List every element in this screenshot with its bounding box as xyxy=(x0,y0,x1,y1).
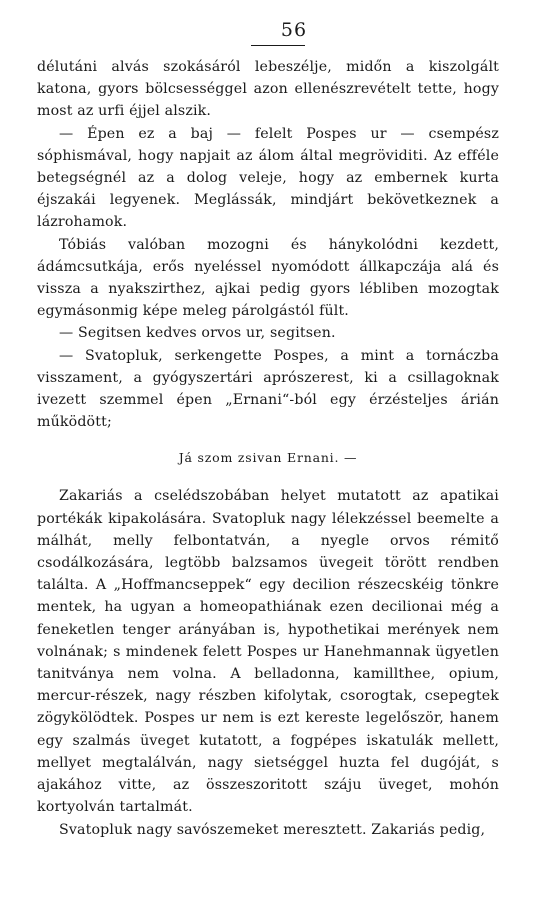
paragraph-6: Zakariás a cselédszobában helyet mutatott az apatikai portékák kipakolására. Svatopluk nagy lélekzéssel beemelte a málhát, melly felbontatván, a nyegle orvos rémitő csodálkozására, legtöbb balzsamos üvegeit törött rendben találta. A „Hoffmancseppek“ egy decilion részecskéig tönkre mentek, ha ugyan a homeopathiának ezen decilionai még a feneketlen tenger arányában is, hypothetikai merények nem volnának; s mindenek felett Pospes ur Hanehmannak ügyetlen tanitványa nem volna. A belladonna, kamillthee, opium, mercur-részek, nagy részben kifolytak, csorogtak, csepegtek zögykölödtek. Pospes ur nem is ezt kereste legelőször, hanem egy szalmás üveget kutatott, a fogpépes iskatulák mellett, mellyet megtalálván, nagy sietséggel huzta fel dugóját, s ajakához vitte, az összeszoritott száju üveget, mohón kortyolván tartalmát. xyxy=(37,488,499,816)
paragraph-1: délutáni alvás szokásáról lebeszélje, midőn a kiszolgált katona, gyors bölcsességgel azon ellenészrevételt tette, hogy most az urfi éjjel alszik. xyxy=(37,59,499,120)
paragraph-7: Svatopluk nagy savószemeket meresztett. Zakariás pedig, xyxy=(59,821,486,838)
header-rule xyxy=(251,45,305,46)
paragraph-2: — Épen ez a baj — felelt Pospes ur — csempész sóphismával, hogy napjait az álom által megröviditi. Az efféle betegségnél az a dolog veleje, hogy az embernek kurta éjszakái legyenek. Meglássák, mindjárt bekövetkeznek a lázrohamok. xyxy=(37,125,499,231)
paragraph-5: — Svatopluk, serkengette Pospes, a mint a tornáczba visszament, a gyógyszertári aprószerest, ki a csillagoknak ivezett szemmel épen „Ernani“-ból egy érzésteljes árián működött; xyxy=(37,347,499,431)
body-text xyxy=(37,56,499,841)
paragraph-4: — Segitsen kedves orvos ur, segitsen. xyxy=(59,325,336,342)
verse-quote: Já szom zsivan Ernani. — xyxy=(178,450,358,466)
paragraph-3: Tóbiás valóban mozogni és hánykolódni kezdett, ádámcsutkája, erős nyeléssel nyomódott állkapczája alá és vissza a nyakszirthez, ajkai pedig gyors lébliben mozogtak egymásonmig képe meleg párolgástól fült. xyxy=(37,236,499,320)
book-page xyxy=(37,18,499,841)
page-number: 56 xyxy=(280,19,308,41)
